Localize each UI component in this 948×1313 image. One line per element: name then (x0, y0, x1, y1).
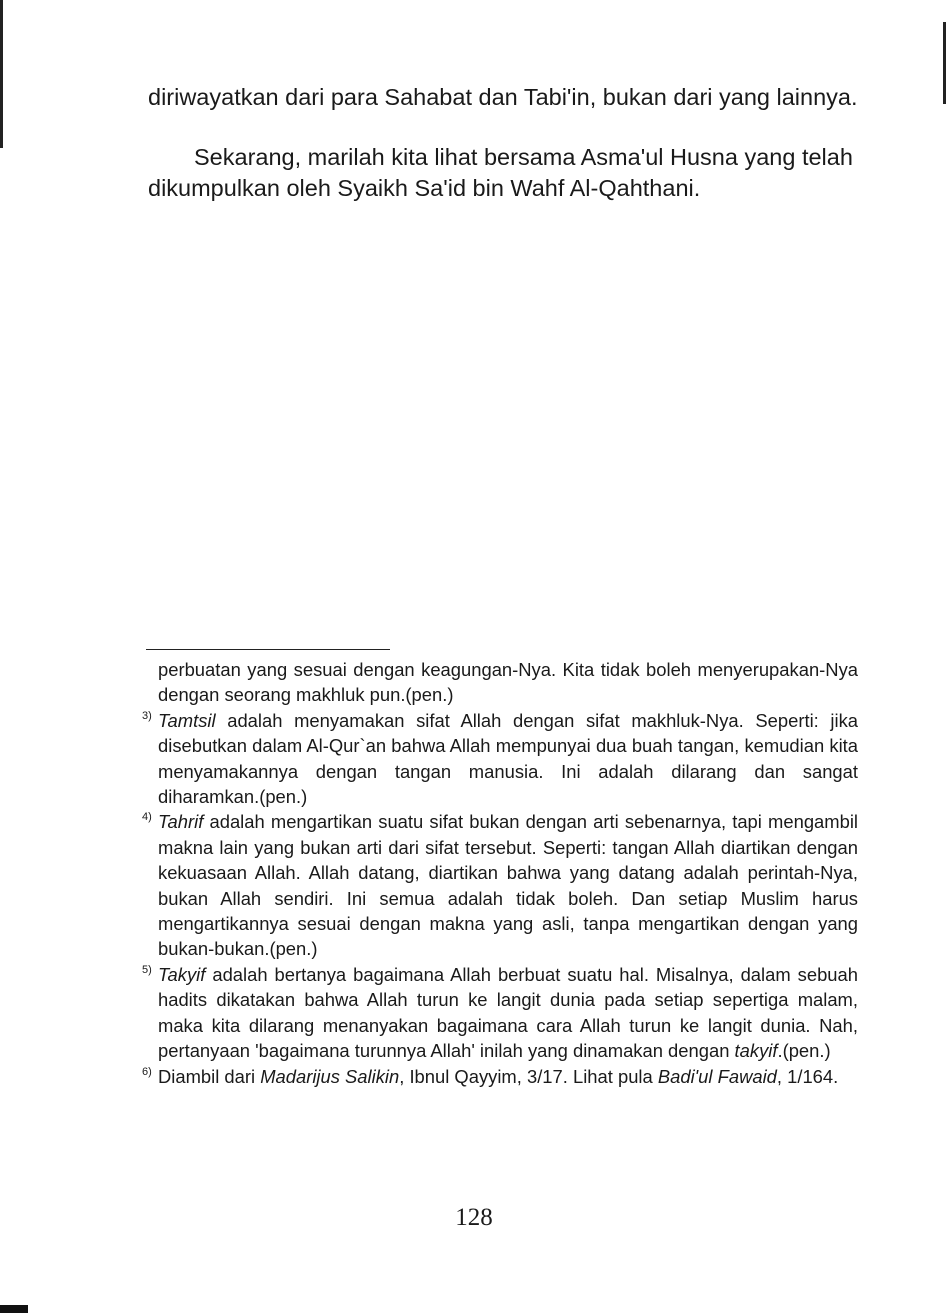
footnote-text: adalah menyamakan sifat Allah dengan sifat makhluk-Nya. Seperti: jika disebutkan dalam Al-Qur`an bahwa Allah mempunyai dua buah tangan, kemudian kita menyamakannya dengan tangan manusia. Ini adalah dilarang dan sangat diharamkan.(pen.) (158, 709, 858, 808)
footnote-term-end: takyif (734, 1040, 778, 1062)
footnote-term: Tahrif (158, 811, 204, 833)
scan-edge-left (0, 0, 3, 148)
footnote-mark: 6) (142, 1065, 152, 1078)
footnote-text: adalah bertanya bagaimana Allah berbuat suatu hal. Misalnya, dalam sebuah hadits dikatakan bahwa Allah turun ke langit dunia pada setiap sepertiga malam, maka kita dilarang menanyakan bagaimana cara Allah turun ke langit dunia. Nah, pertanyaan 'bagaimana turunnya Allah' inilah yang dinamakan dengan (158, 963, 858, 1062)
footnote-4 (138, 809, 858, 961)
footnote-title-1: Madarijus Salikin (260, 1065, 400, 1087)
footnotes (138, 657, 858, 1089)
footnote-title-2: Badi'ul Fawaid (657, 1065, 777, 1087)
scan-corner-mark (0, 1305, 28, 1313)
footnote-6 (138, 1064, 858, 1089)
scan-edge-right (943, 22, 946, 104)
footnote-lead: Diambil dari (158, 1065, 261, 1087)
footnote-separator (146, 649, 390, 650)
footnote-5 (138, 962, 858, 1064)
body-paragraph-2: Sekarang, marilah kita lihat bersama Asma'ul Husna yang telah dikumpulkan oleh Syaikh Sa'id bin Wahf Al-Qahthani. (148, 144, 853, 201)
footnote-continuation: perbuatan yang sesuai dengan keagungan-Nya. Kita tidak boleh menyerupakan-Nya dengan seorang makhluk pun.(pen.) (158, 659, 858, 706)
footnote-tail: .(pen.) (777, 1040, 831, 1062)
footnote-term: Takyif (158, 963, 206, 985)
footnote-tail: , 1/164. (776, 1065, 839, 1087)
footnote-mark: 4) (142, 811, 152, 824)
footnote-mark: 5) (142, 963, 152, 976)
footnote-text: adalah mengartikan suatu sifat bukan dengan arti sebenarnya, tapi mengambil makna lain yang bukan arti dari sifat tersebut. Seperti: tangan Allah diartikan dengan kekuasaan Allah. Allah datang, diartikan bahwa yang datang adalah perintah-Nya, bukan Allah sendiri. Ini semua adalah tidak boleh. Dan setiap Muslim harus mengartikannya sesuai dengan makna yang asli, tanpa mengartikan dengan yang bukan-bukan.(pen.) (158, 811, 858, 960)
footnote-3 (138, 708, 858, 810)
footnote-term: Tamtsil (158, 709, 216, 731)
footnote-mid: , Ibnul Qayyim, 3/17. Lihat pula (399, 1065, 658, 1087)
footnote-mark: 3) (142, 709, 152, 722)
page-number: 128 (455, 1204, 493, 1231)
body-paragraph-1: diriwayatkan dari para Sahabat dan Tabi'in, bukan dari yang lainnya. (148, 84, 858, 110)
